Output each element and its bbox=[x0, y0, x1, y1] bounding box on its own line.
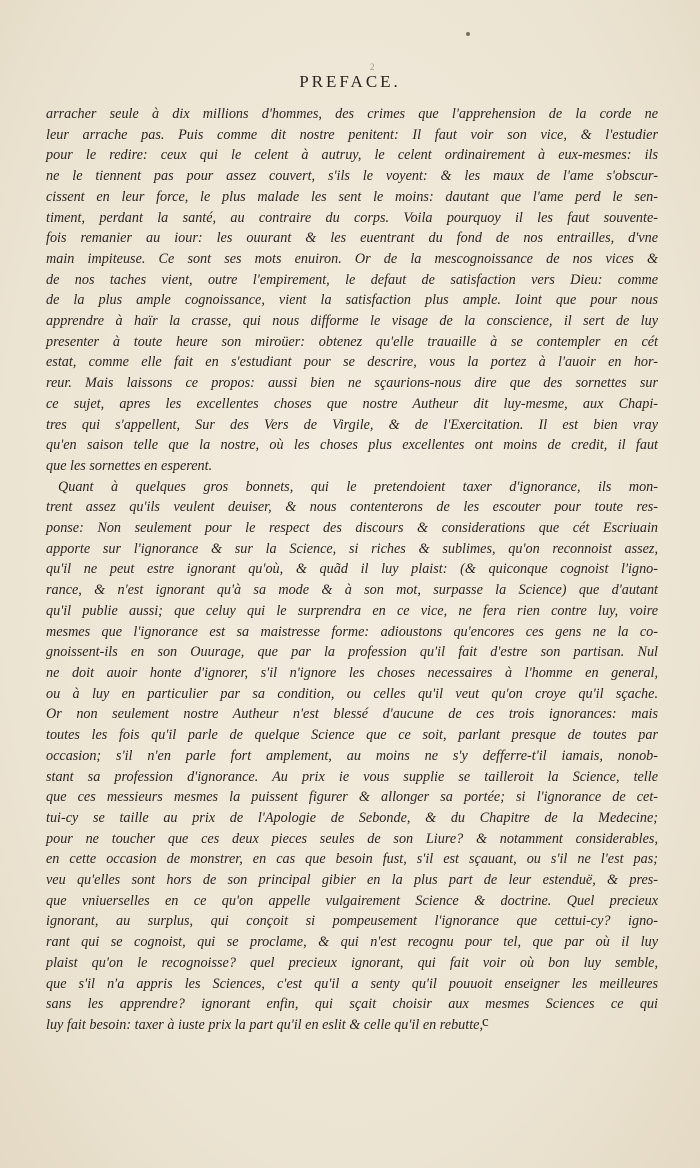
text-line: apporte sur l'ignorance & sur la Science, si riches & sublimes, qu'on reconnoist assez, bbox=[46, 540, 658, 557]
text-line: que ces messieurs mesmes la puissent figurer & allonger sa portée; si l'ignorance de cet- bbox=[46, 789, 658, 806]
text-line: veu qu'elles sont hors de son principal gibier en la plus part de leur estenduë, & pres- bbox=[46, 872, 658, 889]
text-line: ou à luy en particulier par sa condition, ou celles qu'il veut qu'on croye qu'il sçache. bbox=[46, 685, 658, 702]
text-line: estat, comme elle fait en s'estudiant pour se descrire, vous la portez à l'auoir en hor- bbox=[46, 354, 658, 371]
text-line: fois remanier au iour: les ouurant & les euentrant du fond de nos entrailles, d'vne bbox=[46, 230, 658, 247]
text-line: leur arrache pas. Puis comme dit nostre penitent: Il faut voir son vice, & l'estudier bbox=[46, 126, 658, 143]
text-line: presenter à toute heure son miroüer: obtenez qu'elle trauaille à se contempler en cét bbox=[46, 333, 658, 350]
text-line: occasion; s'il n'en parle fort amplement, au moins ne s'y defferre-t'il iamais, nonob- bbox=[46, 747, 658, 764]
text-line: gnoissent-ils en son Ouurage, que par la profession qu'il fait d'estre son partisan. Nul bbox=[46, 644, 658, 661]
text-line: en cette occasion de monstrer, en cas que besoin fust, s'il est sçauant, ou s'il ne l'est pas; bbox=[46, 851, 658, 868]
text-line: ignorant, au surplus, qui conçoit si pompeusement l'ignorance que cettui-cy? igno- bbox=[46, 913, 658, 930]
text-line: rant qui se cognoist, qui se proclame, & qui n'est recognu pour tel, que par où il luy bbox=[46, 934, 658, 951]
text-line: luy fait besoin: taxer à iuste prix la part qu'il en eslit & celle qu'il en rebutte, bbox=[46, 1016, 483, 1033]
text-line: cissent en leur force, le plus malade les sent le moins: dautant que l'ame perd le sen- bbox=[46, 188, 658, 205]
text-line: timent, perdant la santé, au contraire du corps. Voila pourquoy il les faut souvente- bbox=[46, 209, 658, 226]
page-header-title: PREFACE. bbox=[299, 72, 401, 91]
text-line: main impiteuse. Ce sont ses mots enuiron. Or de la mescognoissance de nos vices & bbox=[46, 250, 658, 267]
text-line: que s'il n'a appris les Sciences, c'est qu'il a senty qu'il pouuoit enseigner les meilleures bbox=[46, 975, 658, 992]
text-line: tres qui s'appellent, Sur des Vers de Virgile, & de l'Exercitation. Il est bien vray bbox=[46, 416, 658, 433]
text-line: que vniuerselles en ce qu'on appelle vulgairement Science & doctrine. Quel precieux bbox=[46, 892, 658, 909]
text-line: ne le tiennent pas pour assez couvert, s'ils le voyent: & les maux de l'ame s'obscur- bbox=[46, 168, 658, 185]
ink-speck bbox=[466, 32, 470, 36]
text-line: de nos taches vient, outre l'empirement, le defaut de satisfaction vers Dieu: comme bbox=[46, 271, 658, 288]
text-line: sans les apprendre? ignorant enfin, qui sçait choisir aux mesmes Sciences ce qui bbox=[46, 996, 658, 1013]
body-text bbox=[46, 104, 658, 1036]
text-line: stant sa profession d'ignorance. Au prix ie vous supplie se tailleroit la Science, telle bbox=[46, 768, 658, 785]
text-line: rance, & n'est ignorant qu'à sa mode & à son mot, surpasse la Science) que d'autant bbox=[46, 582, 658, 599]
text-line: ce sujet, apres les excellentes choses que nostre Autheur dit luy-mesme, aux Chapi- bbox=[46, 395, 658, 412]
text-line: reur. Mais laissons ce propos: aussi bien ne sçaurions-nous dire que des sornettes sur bbox=[46, 375, 658, 392]
signature-mark: c bbox=[482, 1014, 489, 1030]
text-line: toutes les fois qu'il parle de quelque Science que ce soit, parlant presque de toutes par bbox=[46, 727, 658, 744]
text-line: qu'en saison telle que la nostre, où les choses plus excellentes ont moins de credit, il faut bbox=[46, 437, 658, 454]
text-line: mesmes que l'ignorance est sa maistresse forme: adioustons qu'encores ces gens ne la co- bbox=[46, 623, 658, 640]
text-line: ponse: Non seulement pour le respect des discours & considerations que cét Escriuain bbox=[46, 520, 658, 537]
text-line: Quant à quelques gros bonnets, qui le pretendoient taxer d'ignorance, ils mon- bbox=[58, 478, 658, 495]
text-line: de la plus ample cognoissance, vient la satisfaction plus ample. Ioint que pour nous bbox=[46, 292, 658, 309]
text-line: qu'il ne peut estre ignorant qu'où, & quãd il luy plaist: (& quiconque cognoist l'igno- bbox=[46, 561, 658, 578]
text-line: trent assez qu'ils veulent deuiser, & nous contenterons de les escouter pour toute res- bbox=[46, 499, 658, 516]
text-line: Or non seulement nostre Autheur n'est blessé d'aucune de ces trois ignorances: mais bbox=[46, 706, 658, 723]
text-line: tui-cy se taille au prix de l'Apologie de Sebonde, & du Chapitre de la Medecine; bbox=[46, 809, 658, 826]
text-line: plaist qu'on le recognoisse? quel precieux ignorant, qui fait voir où bon luy semble, bbox=[46, 954, 658, 971]
text-line: qu'il publie aussi; que celuy qui le surprendra en ce vice, ne fera rien contre luy, voire bbox=[46, 602, 658, 619]
text-line: pour ne toucher que ces deux pieces seules de son Liure? & notamment considerables, bbox=[46, 830, 658, 847]
page-small-mark: 2 bbox=[370, 62, 375, 72]
text-line: ne doit auoir honte d'ignorer, s'il n'ignore les choses necessaires à l'homme en general, bbox=[46, 664, 658, 681]
text-line: pour le redire: ceux qui le celent à autruy, le celent ordinairement à eux-mesmes: ils bbox=[46, 147, 658, 164]
text-line: apprendre à haïr la crasse, qui nous difforme le visage de la conscience, il sert de luy bbox=[46, 313, 658, 330]
text-line: que les sornettes en esperent. bbox=[46, 457, 213, 474]
text-line: arracher seule à dix millions d'hommes, des crimes que l'apprehension de la corde ne bbox=[46, 106, 658, 122]
